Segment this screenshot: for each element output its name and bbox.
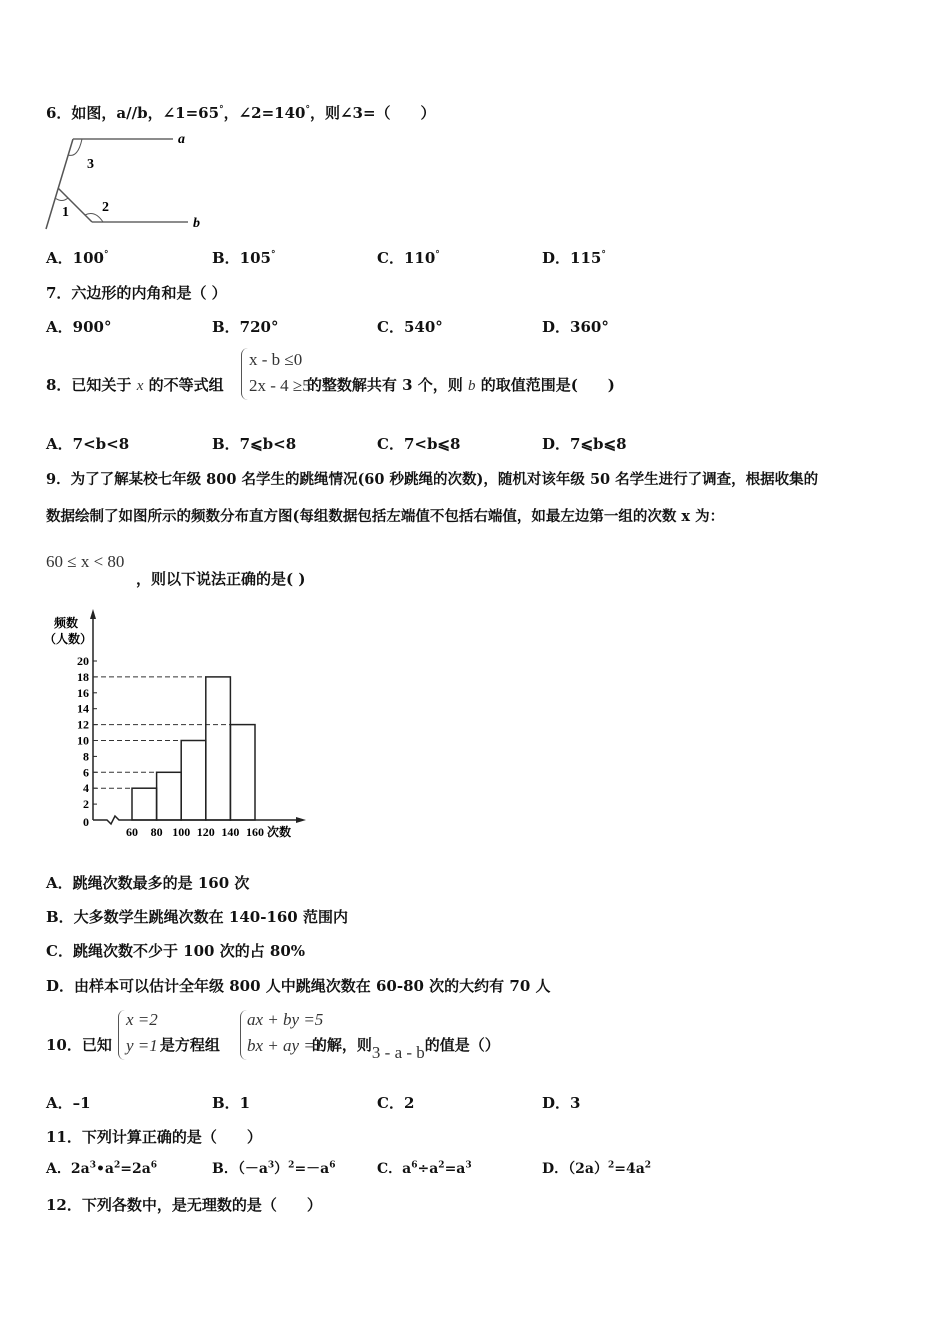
x-axis-label: 次数 — [267, 825, 292, 839]
y-tick-label: 20 — [77, 654, 89, 668]
y-tick-label: 4 — [83, 781, 89, 796]
histogram-bar — [206, 677, 231, 820]
superscript: ° — [601, 250, 606, 260]
q9-option-c[interactable]: C．跳绳次数不少于 100 次的占 80% — [46, 942, 306, 960]
q10-text: 10．已知 — [46, 1036, 112, 1054]
text: C．a — [377, 1161, 412, 1177]
superscript: 2 — [438, 1160, 445, 1171]
superscript: 6 — [150, 1160, 158, 1171]
y-tick-label: 16 — [77, 685, 89, 700]
angle1-arc — [55, 198, 68, 201]
q6-stem — [46, 102, 436, 123]
q10-text: 的值是（） — [424, 1036, 500, 1054]
superscript: ° — [271, 250, 276, 260]
x-axis-arrow — [296, 817, 306, 823]
q11-stem: 11．下列计算正确的是（ ） — [46, 1128, 262, 1146]
q9-formula: 60 ≤ x < 80 — [46, 552, 125, 571]
superscript: 3 — [465, 1160, 472, 1171]
q7-stem: 7．六边形的内角和是（ ） — [46, 284, 227, 302]
var-x: x — [136, 378, 144, 394]
y-axis-label: 频数 — [54, 616, 79, 630]
text: =4a — [614, 1161, 645, 1177]
inequality-2: 2x - 4 ≥5 — [249, 376, 311, 395]
q12-stem: 12．下列各数中，是无理数的是（ ） — [46, 1196, 322, 1214]
q8-option-d[interactable]: D．7⩽b⩽8 — [542, 435, 627, 453]
superscript: 2 — [288, 1160, 295, 1171]
brace — [240, 1010, 247, 1060]
q10-text: 是方程组 — [159, 1036, 220, 1054]
y-tick-label: 2 — [83, 797, 89, 812]
superscript: 3 — [267, 1160, 275, 1171]
q8-text: 的整数解共有 3 个，则 — [306, 376, 463, 394]
inequality-system — [249, 347, 311, 399]
text: ） — [274, 1161, 289, 1177]
superscript: 3 — [89, 1160, 96, 1171]
superscript: 6 — [411, 1160, 418, 1171]
y-tick-label: 0 — [83, 815, 89, 829]
q7-option-c[interactable]: C．540° — [377, 318, 443, 336]
superscript: ° — [435, 250, 440, 260]
text: 6．如图，a//b，∠1=65 — [46, 104, 220, 122]
y-tick-label: 6 — [83, 765, 89, 780]
q9-option-d[interactable]: D．由样本可以估计全年级 800 人中跳绳次数在 60-80 次的大约有 70 人 — [46, 977, 551, 995]
q9-line2: 数据绘制了如图所示的频数分布直方图(每组数据包括左端值不包括右端值，如最左边第一组的次数 x 为： — [46, 508, 725, 525]
text: D．（2a） — [542, 1161, 608, 1177]
q7-option-d[interactable]: D．360° — [542, 318, 609, 336]
x-tick-label: 100 — [172, 825, 191, 839]
text: =a — [444, 1161, 466, 1177]
q11-option-d[interactable] — [542, 1158, 651, 1178]
y-tick-label: 8 — [83, 749, 89, 764]
angle2-label: 2 — [102, 200, 109, 215]
text: =2a — [120, 1161, 151, 1177]
q8-option-a[interactable]: A．7<b<8 — [46, 435, 130, 453]
equation-1: ax + by =5 — [247, 1010, 324, 1029]
y-tick-label: 14 — [77, 701, 89, 716]
q11-option-a[interactable] — [46, 1158, 157, 1178]
q8-text: 8．已知关于 — [46, 376, 132, 394]
y-tick-label: 10 — [77, 733, 89, 748]
brace — [118, 1010, 125, 1060]
x-tick-label: 140 — [221, 825, 240, 839]
angle3-label: 3 — [87, 157, 94, 172]
superscript: ° — [103, 250, 109, 260]
q8-text: 的取值范围是( ) — [480, 376, 615, 394]
text: ，则∠3=（ ） — [309, 104, 436, 122]
superscript: ° — [305, 105, 310, 115]
x-tick-label: 160 — [246, 825, 264, 839]
q11-option-c[interactable] — [377, 1158, 472, 1178]
superscript: 2 — [607, 1160, 615, 1171]
q7-option-b[interactable]: B．720° — [212, 318, 279, 336]
q8-option-b[interactable]: B．7⩽b<8 — [212, 435, 297, 453]
q6-option-b[interactable] — [212, 247, 276, 268]
text: A．2a — [46, 1161, 90, 1177]
q10-option-a[interactable]: A．–1 — [46, 1094, 91, 1112]
y-tick-label: 12 — [77, 717, 89, 732]
text: C．110 — [377, 249, 436, 267]
text: =－a — [294, 1161, 330, 1177]
q11-option-b[interactable] — [212, 1158, 336, 1178]
expression: 3 - a - b — [371, 1043, 425, 1062]
superscript: 6 — [329, 1160, 336, 1171]
q6-figure — [40, 128, 210, 238]
x-tick-label: 60 — [126, 825, 138, 839]
histogram-bar — [157, 772, 182, 820]
equation-2: bx + ay =1 — [247, 1036, 324, 1055]
q10-option-d[interactable]: D．3 — [542, 1094, 581, 1112]
text: B．105 — [212, 249, 271, 267]
y-tick-label: 18 — [77, 669, 89, 684]
var-b: b — [467, 378, 476, 394]
text: ÷a — [417, 1161, 439, 1177]
q6-option-c[interactable] — [377, 247, 440, 268]
inequality-1: x - b ≤0 — [249, 350, 303, 369]
histogram — [40, 605, 320, 850]
histogram-bar — [230, 725, 255, 820]
q6-option-a[interactable] — [46, 247, 108, 268]
q10-option-b[interactable]: B．1 — [212, 1094, 251, 1112]
text: A．100 — [46, 249, 104, 267]
q8-text: 的不等式组 — [148, 376, 224, 394]
brace — [241, 348, 248, 400]
text: •a — [95, 1161, 114, 1177]
q9-line3: ，则以下说法正确的是( ) — [136, 570, 306, 588]
q6-option-d[interactable] — [542, 247, 606, 268]
superscript: 2 — [113, 1160, 121, 1171]
text: D．115 — [542, 249, 602, 267]
q8-stem — [46, 374, 615, 395]
y-axis-label: （人数） — [44, 632, 93, 646]
solution-system — [126, 1007, 158, 1059]
q8-option-c[interactable]: C．7<b⩽8 — [377, 435, 461, 453]
equation-system — [247, 1007, 323, 1059]
q7-option-a[interactable]: A．900° — [46, 318, 112, 336]
text: B．（－a — [212, 1161, 268, 1177]
x-tick-label: 120 — [196, 825, 215, 839]
solution-y: y =1 — [126, 1036, 158, 1055]
angle1-label: 1 — [62, 205, 69, 220]
q10-text: 的解，则 — [311, 1036, 372, 1054]
label-b: b — [193, 216, 200, 231]
y-axis-arrow — [90, 609, 96, 619]
q9-line1: 9．为了了解某校七年级 800 名学生的跳绳情况(60 秒跳绳的次数)，随机对该年级 50 名学生进行了调查，根据收集的 — [46, 471, 819, 488]
q9-option-b[interactable]: B．大多数学生跳绳次数在 140-160 范围内 — [46, 908, 348, 926]
histogram-bar — [132, 788, 157, 820]
solution-x: x =2 — [126, 1010, 158, 1029]
superscript: ° — [219, 105, 224, 115]
superscript: 2 — [644, 1160, 652, 1171]
x-tick-label: 80 — [150, 825, 163, 839]
q10-option-c[interactable]: C．2 — [377, 1094, 415, 1112]
label-a: a — [178, 132, 185, 147]
histogram-bar — [181, 741, 206, 821]
text: ，∠2=140 — [223, 104, 306, 122]
q9-option-a[interactable]: A．跳绳次数最多的是 160 次 — [46, 874, 250, 892]
